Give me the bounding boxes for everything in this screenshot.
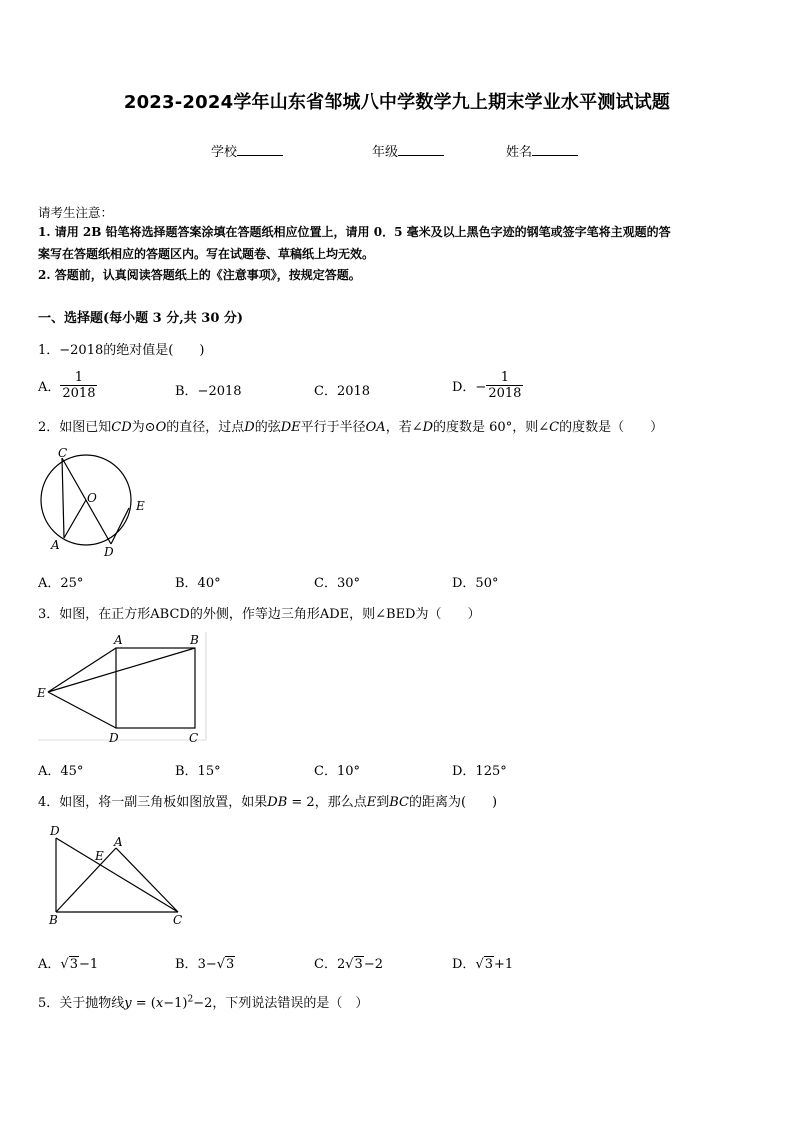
q4-text-1: 4．如图，将一副三角板如图放置，如果	[38, 795, 268, 810]
q4-text-2: = 2，那么点	[287, 795, 367, 810]
q4-a-tail: −1	[78, 957, 99, 972]
q1-option-c[interactable]: C．2018	[314, 384, 371, 399]
q5-text-2: ，下列说法错误的是（ ）	[212, 996, 369, 1011]
q5-text-1: 5．关于抛物线	[38, 996, 125, 1011]
q4-c-head: 2	[336, 957, 346, 972]
q1-option-d[interactable]	[452, 370, 523, 401]
q1-a-num: 1	[60, 370, 97, 386]
q2-text-5: 平行于半径	[300, 420, 366, 435]
q2-text-1: 2．如图已知	[38, 420, 112, 435]
q1-option-b[interactable]: B．−2018	[175, 384, 242, 399]
name-field[interactable]	[506, 141, 578, 160]
q4-option-d[interactable]	[452, 953, 513, 972]
q4-b-label: B．	[175, 957, 198, 972]
q5-var-y: y	[124, 996, 132, 1011]
q3-label-b: B	[190, 633, 199, 647]
q4-d-sqrt: √3	[475, 957, 494, 972]
school-field[interactable]	[211, 141, 283, 160]
q3-edge-ea	[48, 648, 116, 692]
q3-square-figure	[36, 630, 208, 748]
school-label: 学校	[211, 145, 238, 160]
q3-label-a: A	[114, 633, 123, 647]
q2-circle-figure	[36, 446, 156, 564]
q3-label-d: D	[109, 731, 119, 745]
q4-b-radicand: 3	[226, 957, 235, 972]
q1-option-a[interactable]	[38, 370, 97, 401]
q4-b-sqrt: √3	[216, 957, 235, 972]
q4-option-b[interactable]	[175, 953, 235, 972]
q4-stem	[38, 791, 497, 810]
q4-d-label: D．	[452, 957, 476, 972]
q2-option-d[interactable]: D．50°	[452, 576, 499, 591]
q4-label-e: E	[95, 849, 104, 863]
q4-b-head: 3−	[197, 957, 217, 972]
q1-d-den: 2018	[488, 386, 522, 401]
q3-stem: 3．如图，在正方形ABCD的外侧，作等边三角形ADE，则∠BED为（ ）	[38, 607, 481, 622]
q4-triangle-figure	[40, 820, 200, 932]
q5-stem	[38, 992, 368, 1011]
q1-a-fraction	[60, 370, 97, 401]
q2-var-de: DE	[280, 420, 301, 435]
q1-a-label: A．	[38, 380, 61, 395]
q2-chord-ca	[62, 458, 64, 538]
notice-line-1b: 案写在答题纸相应的答题区内。写在试题卷、草稿纸上均无效。	[38, 247, 375, 261]
q4-label-d: D	[50, 824, 60, 838]
q1-d-num: 1	[486, 370, 523, 386]
q3-option-d[interactable]: D．125°	[452, 764, 507, 779]
q1-stem: 1．−2018的绝对值是( )	[38, 343, 205, 358]
q4-a-sqrt: √3	[60, 957, 78, 972]
q4-text-4: 的距离为( )	[408, 795, 498, 810]
q2-label-a: A	[51, 538, 60, 552]
school-blank[interactable]	[237, 143, 283, 156]
q3-label-c: C	[189, 731, 199, 745]
q2-label-d: D	[104, 545, 114, 559]
q3-edge-ed	[48, 692, 116, 728]
q2-text-6: ，若∠	[385, 420, 423, 435]
q4-d-radicand: 3	[484, 957, 494, 972]
q2-chord-de	[111, 508, 129, 544]
q5-formula-mid: = (	[131, 996, 156, 1011]
q4-c-label: C．	[314, 957, 337, 972]
q5-formula-tail: −2	[193, 996, 213, 1011]
q3-edge-eb	[48, 648, 195, 692]
q2-radius-oa	[64, 500, 86, 538]
q2-var-d2: D	[422, 420, 434, 435]
q3-option-b[interactable]: B．15°	[175, 764, 221, 779]
grade-field[interactable]	[372, 141, 444, 160]
q2-var-o: O	[155, 420, 167, 435]
q2-text-7: 的度数是 60°，则∠	[433, 420, 550, 435]
q3-option-a[interactable]: A．45°	[38, 764, 84, 779]
name-label: 姓名	[506, 145, 533, 160]
q4-c-tail: −2	[363, 957, 383, 972]
grade-blank[interactable]	[398, 143, 444, 156]
q2-label-e: E	[136, 499, 145, 513]
q2-option-c[interactable]: C．30°	[314, 576, 360, 591]
q2-text-4: 的弦	[254, 420, 281, 435]
q4-label-a: A	[114, 835, 123, 849]
q1-a-den: 2018	[62, 386, 96, 401]
q4-var-bc: BC	[389, 795, 409, 810]
q2-label-c: C	[58, 446, 68, 460]
q1-d-label: D．−	[452, 380, 487, 395]
q2-option-a[interactable]: A．25°	[38, 576, 84, 591]
grade-label: 年级	[372, 145, 399, 160]
q4-label-b: B	[49, 913, 58, 927]
q3-label-e: E	[37, 686, 46, 700]
q2-text-3: 的直径，过点	[166, 420, 245, 435]
page-title: 2023-2024学年山东省邹城八中学数学九上期末学业水平测试试题	[123, 92, 671, 113]
q2-var-oa: OA	[365, 420, 386, 435]
q4-option-a[interactable]	[38, 953, 98, 972]
q4-a-radicand: 3	[69, 957, 78, 972]
q1-d-fraction	[486, 370, 523, 401]
q5-var-x: x	[155, 996, 164, 1011]
q2-var-c: C	[549, 420, 560, 435]
q4-var-e: E	[366, 795, 377, 810]
q4-edge-ba	[56, 848, 116, 912]
q3-option-c[interactable]: C．10°	[314, 764, 360, 779]
q2-text-8: 的度数是（ ）	[559, 420, 664, 435]
q2-var-cd: CD	[111, 420, 132, 435]
q4-option-c[interactable]	[314, 953, 383, 972]
section-heading: 一、选择题(每小题 3 分,共 30 分)	[38, 311, 244, 326]
name-blank[interactable]	[532, 143, 578, 156]
q4-c-radicand: 3	[354, 957, 363, 972]
q4-d-tail: +1	[494, 957, 514, 972]
q5-formula-exponent: 2	[187, 994, 194, 1005]
q4-a-label: A．	[38, 957, 61, 972]
q4-text-3: 到	[376, 795, 390, 810]
q2-var-d: D	[244, 420, 255, 435]
notice-line-2: 2. 答题前，认真阅读答题纸上的《注意事项》，按规定答题。	[38, 268, 361, 282]
q4-var-db: DB	[267, 795, 288, 810]
q5-formula-rest: −1)	[163, 996, 188, 1011]
q2-label-o: O	[87, 491, 97, 505]
q2-option-b[interactable]: B．40°	[175, 576, 221, 591]
q4-c-sqrt: √3	[345, 957, 363, 972]
q2-stem	[38, 416, 663, 435]
notice-heading: 请考生注意：	[38, 205, 114, 220]
q4-label-c: C	[173, 913, 183, 927]
q2-text-2: 为⊙	[131, 420, 156, 435]
notice-line-1a: 1. 请用 2B 铅笔将选择题答案涂填在答题纸相应位置上，请用 0．5 毫米及以上黑色字迹的钢笔或签字笔将主观题的答	[38, 225, 671, 239]
